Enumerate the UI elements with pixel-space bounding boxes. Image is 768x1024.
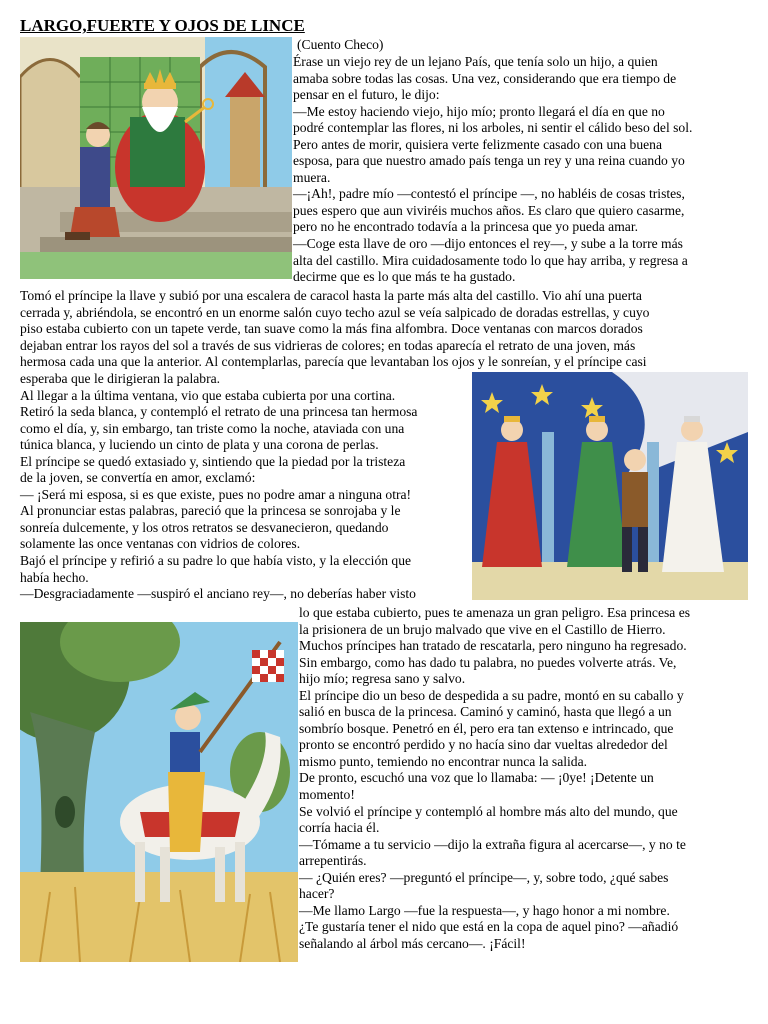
text-line: arrepentirás. — [299, 853, 367, 869]
text-line: pues espero que aun viviréis muchos años. Es claro que quiero casarme, — [293, 202, 685, 218]
text-line: esperaba que le dirigieran la palabra. — [20, 371, 221, 386]
story-title: LARGO,FUERTE Y OJOS DE LINCE — [20, 16, 305, 35]
text-line: había hecho. — [20, 569, 89, 585]
text-line: esposa, para que nuestro amado país tenga un rey y una reina cuando yo — [293, 153, 685, 169]
text-line: Pero antes de morir, quisiera verte felizmente casado con una buena — [293, 136, 662, 152]
text-line: El príncipe dio un beso de despedida a su padre, montó en su caballo y — [299, 687, 684, 703]
paragraph-block-4 — [299, 605, 764, 952]
text-line: Érase un viejo rey de un lejano País, que tenía solo un hijo, a quien — [293, 54, 658, 69]
text-line: —Me estoy haciendo viejo, hijo mío; pronto llegará el día en que no — [293, 103, 665, 119]
illustration-princess-portraits — [472, 372, 748, 600]
paragraph-block-1 — [293, 54, 763, 286]
text-line: solamente las once ventanas con vidrios de colores. — [20, 536, 301, 552]
subtitle: (Cuento Checo) — [297, 37, 384, 52]
text-line: decirme que es lo que más te ha gustado. — [293, 269, 516, 285]
text-line: podré contemplar las flores, ni los arboles, ni sentir el cálido beso del sol. — [293, 120, 693, 136]
text-line: —Tómame a tu servicio —dijo la extraña figura al acercarse—, y no te — [299, 836, 686, 852]
text-line: como el día, y, sin embargo, tan triste como la noche, ataviada con una — [20, 420, 405, 436]
text-line: Bajó el príncipe y refirió a su padre lo que había visto, y la elección que — [20, 553, 412, 569]
text-line: hijo mío; regresa sano y salvo. — [299, 671, 466, 687]
text-line: sonreía dulcemente, y los otros retratos se desvanecieron, quedando — [20, 519, 389, 535]
text-line: muera. — [293, 169, 331, 185]
paragraph-block-3 — [20, 371, 470, 603]
illustration-prince-on-horse — [20, 622, 298, 962]
text-line: túnica blanca, y luciendo un cinto de plata y una corona de perlas. — [20, 437, 379, 453]
text-line: cerrada y, abriéndola, se encontró en un enorme salón cuyo techo azul se veía salpicado de doradas estrellas, y cuyo — [20, 304, 650, 320]
text-line: Tomó el príncipe la llave y subió por una escalera de caracol hasta la parte más alta del castillo. Vio ahí una puerta — [20, 288, 642, 303]
text-line: —¡Ah!, padre mío —contestó el príncipe —, no habléis de cosas tristes, — [293, 186, 685, 202]
text-line: de la joven, se convertía en amor, exclamó: — [20, 470, 256, 486]
text-line: pensar en el futuro, le dijo: — [293, 87, 440, 103]
text-line: piso estaba cubierto con un tapete verde, tan suave como la más fina alfombra. Doce ventanas con marcos dorados — [20, 321, 643, 337]
text-line: la prisionera de un brujo malvado que vive en el Castillo de Hierro. — [299, 621, 666, 637]
text-line: — ¡Será mi esposa, si es que existe, pues no podre amar a ninguna otra! — [20, 486, 412, 502]
text-line: momento! — [299, 787, 355, 803]
text-line: hacer? — [299, 886, 335, 902]
text-line: hermosa cada una que la anterior. Al contemplarlas, parecía que levantaban los ojos y le sonreían, y el príncipe casi — [20, 354, 647, 370]
text-line: corría hacia él. — [299, 820, 380, 836]
text-line: —Desgraciadamente —suspiró el anciano rey—, no deberías haber visto — [20, 586, 416, 602]
text-line: pronto se encontró perdido y no hacía sino dar vueltas alrededor del — [299, 737, 668, 753]
text-line: mismo punto, temiendo no encontrar nunca la salida. — [299, 753, 588, 769]
text-line: amaba sobre todas las cosas. Una vez, considerando que era tiempo de — [293, 70, 677, 86]
text-line: Se volvió el príncipe y contempló al hombre más alto del mundo, que — [299, 803, 678, 819]
text-line: Muchos príncipes han tratado de rescatarla, pero ninguno ha regresado. — [299, 638, 687, 654]
text-line: pero no he encontrado todavía a la princesa que yo pueda amar. — [293, 219, 638, 235]
text-line: — ¿Quién eres? —preguntó el príncipe—, y, sobre todo, ¿qué sabes — [299, 869, 669, 885]
text-line: Al llegar a la última ventana, vio que estaba cubierta por una cortina. — [20, 387, 396, 403]
text-line: Al pronunciar estas palabras, pareció que la princesa se sonrojaba y le — [20, 503, 401, 519]
text-line: señalando al árbol más cercano—. ¡Fácil! — [299, 935, 526, 951]
text-line: dejaban entrar los rayos del sol a través de sus vidrieras de colores; en todas aparecía el retrato de una joven, más — [20, 337, 636, 353]
paragraph-block-2 — [20, 288, 765, 371]
text-line: sombrío bosque. Penetró en él, pero era tan extenso e intrincado, que — [299, 720, 674, 736]
text-line: El príncipe se quedó extasiado y, sintiendo que la piedad por la tristeza — [20, 453, 406, 469]
text-line: De pronto, escuchó una voz que lo llamaba: — ¡0ye! ¡Detente un — [299, 770, 654, 786]
text-line: Sin embargo, como has dado tu palabra, no puedes volverte atrás. Ve, — [299, 654, 677, 670]
illustration-king-and-prince — [20, 37, 292, 279]
text-line: —Coge esta llave de oro —dijo entonces el rey—, y sube a la torre más — [293, 236, 683, 252]
text-line: ¿Te gustaría tener el nido que está en la copa de aquel pino? —añadió — [299, 919, 679, 935]
text-line: lo que estaba cubierto, pues te amenaza un gran peligro. Esa princesa es — [299, 605, 691, 620]
text-line: salió en busca de la princesa. Caminó y caminó, hasta que llegó a un — [299, 704, 672, 720]
text-line: alta del castillo. Mira cuidadosamente todo lo que hay arriba, y regresa a — [293, 252, 688, 268]
text-line: Retiró la seda blanca, y contempló el retrato de una princesa tan hermosa — [20, 404, 418, 420]
text-line: —Me llamo Largo —fue la respuesta—, y hago honor a mi nombre. — [299, 902, 670, 918]
